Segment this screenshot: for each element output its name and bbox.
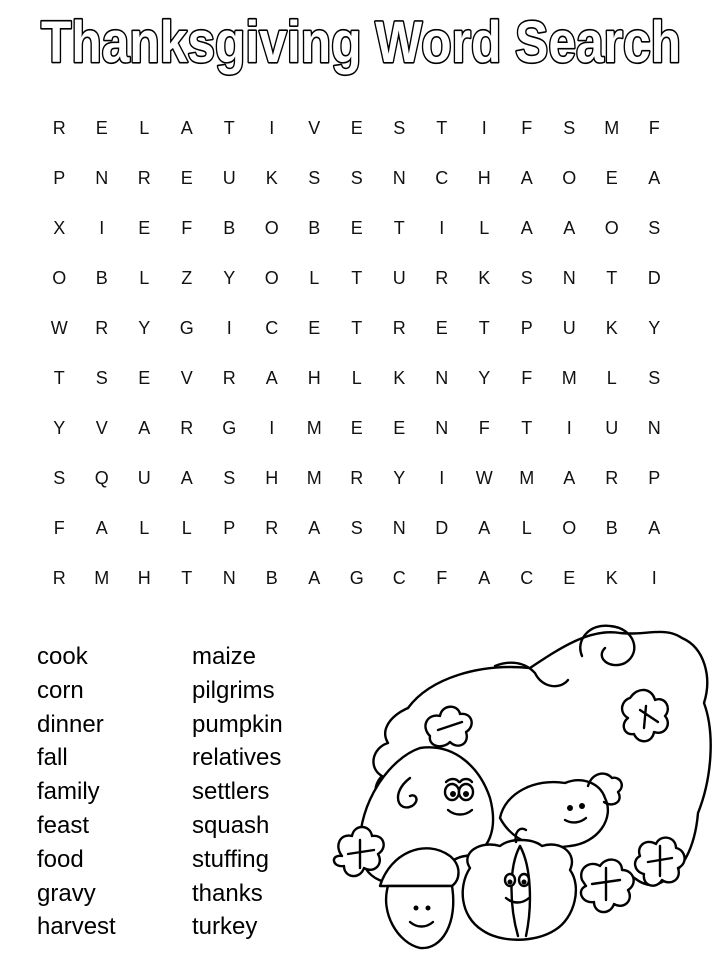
grid-letter: R xyxy=(52,117,66,138)
grid-letter: V xyxy=(180,367,193,388)
grid-letter: I xyxy=(439,467,445,488)
grid-letter: R xyxy=(265,517,279,538)
grid-letter: T xyxy=(53,367,65,388)
grid-letter: O xyxy=(604,217,619,238)
grid-letter: T xyxy=(436,117,448,138)
grid-letter: P xyxy=(53,167,66,188)
grid-letter: G xyxy=(349,567,364,588)
word-list-item: squash xyxy=(192,811,270,839)
grid-letter: G xyxy=(179,317,194,338)
grid-letter: S xyxy=(223,467,236,488)
grid-letter: L xyxy=(139,267,150,288)
grid-letter: R xyxy=(392,317,406,338)
grid-letter: K xyxy=(605,567,618,588)
grid-letter: K xyxy=(265,167,278,188)
grid-letter: Q xyxy=(94,467,109,488)
grid-letter: K xyxy=(605,317,618,338)
grid-letter: Y xyxy=(223,267,236,288)
grid-letter: L xyxy=(351,367,362,388)
grid-letter: O xyxy=(52,267,67,288)
word-list-item: turkey xyxy=(192,913,258,941)
word-list-item: corn xyxy=(37,676,84,704)
grid-letter: A xyxy=(520,217,533,238)
grid-letter: E xyxy=(180,167,193,188)
word-list-left xyxy=(37,640,116,944)
word-list-item: pilgrims xyxy=(192,676,275,704)
grid-letter: S xyxy=(53,467,66,488)
grid-row xyxy=(38,503,676,553)
word-list-item: feast xyxy=(37,811,90,839)
grid-letter: E xyxy=(393,417,406,438)
grid-letter: N xyxy=(222,567,236,588)
grid-letter: U xyxy=(137,467,151,488)
grid-letter: M xyxy=(306,417,322,438)
grid-letter: U xyxy=(392,267,406,288)
grid-letter: F xyxy=(53,517,65,538)
grid-row xyxy=(38,253,676,303)
grid-letter: U xyxy=(222,167,236,188)
grid-letter: R xyxy=(95,317,109,338)
grid-letter: I xyxy=(566,417,572,438)
grid-letter: S xyxy=(648,367,661,388)
grid-letter: H xyxy=(137,567,151,588)
grid-letter: R xyxy=(222,367,236,388)
grid-letter: I xyxy=(99,217,105,238)
grid-row xyxy=(38,103,676,153)
word-list-item: dinner xyxy=(37,710,104,738)
grid-letter: C xyxy=(520,567,534,588)
grid-letter: M xyxy=(306,467,322,488)
grid-letter: E xyxy=(350,217,363,238)
grid-letter: O xyxy=(264,267,279,288)
grid-letter: S xyxy=(648,217,661,238)
grid-letter: U xyxy=(605,417,619,438)
word-list-right xyxy=(192,640,283,944)
grid-row xyxy=(38,153,676,203)
grid-letter: C xyxy=(392,567,406,588)
grid-letter: R xyxy=(350,467,364,488)
grid-row xyxy=(38,203,676,253)
grid-letter: W xyxy=(475,467,493,488)
grid-letter: S xyxy=(350,167,363,188)
grid-letter: R xyxy=(52,567,66,588)
word-list-item: family xyxy=(37,778,100,806)
grid-letter: E xyxy=(435,317,448,338)
grid-letter: T xyxy=(393,217,405,238)
grid-row xyxy=(38,553,676,603)
grid-letter: R xyxy=(605,467,619,488)
grid-letter: A xyxy=(138,417,151,438)
grid-letter: E xyxy=(138,367,151,388)
grid-letter: I xyxy=(269,117,275,138)
grid-letter: R xyxy=(137,167,151,188)
grid-letter: B xyxy=(95,267,108,288)
grid-letter: S xyxy=(393,117,406,138)
grid-letter: G xyxy=(222,417,237,438)
grid-letter: V xyxy=(95,417,108,438)
grid-letter: F xyxy=(521,367,533,388)
grid-letter: Y xyxy=(648,317,661,338)
grid-letter: F xyxy=(521,117,533,138)
grid-letter: T xyxy=(521,417,533,438)
grid-letter: F xyxy=(478,417,490,438)
grid-letter: P xyxy=(520,317,533,338)
grid-letter: U xyxy=(562,317,576,338)
grid-letter: T xyxy=(606,267,618,288)
word-list-item: pumpkin xyxy=(192,710,283,738)
grid-letter: C xyxy=(435,167,449,188)
grid-letter: D xyxy=(435,517,449,538)
grid-letter: P xyxy=(223,517,236,538)
grid-letter: A xyxy=(648,517,661,538)
grid-letter: L xyxy=(521,517,532,538)
grid-letter: E xyxy=(605,167,618,188)
grid-letter: A xyxy=(520,167,533,188)
grid-letter: B xyxy=(223,217,236,238)
grid-letter: N xyxy=(647,417,661,438)
grid-letter: E xyxy=(308,317,321,338)
grid-letter: A xyxy=(563,217,576,238)
grid-letter: M xyxy=(604,117,620,138)
grid-letter: T xyxy=(181,567,193,588)
grid-letter: N xyxy=(95,167,109,188)
grid-letter: M xyxy=(561,367,577,388)
word-list-item: food xyxy=(37,845,84,873)
word-list-item: fall xyxy=(37,744,68,772)
grid-letter: L xyxy=(606,367,617,388)
grid-letter: Y xyxy=(478,367,491,388)
grid-letter: A xyxy=(478,567,491,588)
grid-letter: A xyxy=(478,517,491,538)
grid-letter: T xyxy=(478,317,490,338)
grid-letter: T xyxy=(223,117,235,138)
grid-row xyxy=(38,353,676,403)
grid-letter: I xyxy=(269,417,275,438)
grid-letter: A xyxy=(180,467,193,488)
word-list-item: cook xyxy=(37,643,88,670)
grid-letter: R xyxy=(435,267,449,288)
grid-letter: S xyxy=(308,167,321,188)
grid-letter: L xyxy=(181,517,192,538)
grid-letter: E xyxy=(138,217,151,238)
grid-letter: S xyxy=(95,367,108,388)
grid-letter: O xyxy=(562,517,577,538)
grid-letter: N xyxy=(392,167,406,188)
letter-grid xyxy=(38,103,676,603)
grid-letter: T xyxy=(351,267,363,288)
grid-row xyxy=(38,303,676,353)
grid-letter: K xyxy=(393,367,406,388)
grid-letter: F xyxy=(181,217,193,238)
word-list-item: settlers xyxy=(192,778,270,806)
grid-letter: E xyxy=(350,417,363,438)
grid-letter: D xyxy=(647,267,661,288)
grid-row xyxy=(38,403,676,453)
grid-letter: E xyxy=(350,117,363,138)
grid-letter: M xyxy=(94,567,110,588)
grid-letter: A xyxy=(180,117,193,138)
grid-letter: B xyxy=(605,517,618,538)
word-list-item: relatives xyxy=(192,744,282,772)
word-list-item: thanks xyxy=(192,879,263,907)
grid-letter: N xyxy=(392,517,406,538)
grid-letter: W xyxy=(50,317,68,338)
grid-letter: X xyxy=(53,217,66,238)
grid-letter: A xyxy=(563,467,576,488)
grid-letter: N xyxy=(562,267,576,288)
grid-letter: F xyxy=(436,567,448,588)
grid-letter: B xyxy=(308,217,321,238)
grid-letter: A xyxy=(308,517,321,538)
grid-letter: S xyxy=(563,117,576,138)
word-list-item: maize xyxy=(192,643,257,670)
grid-letter: S xyxy=(350,517,363,538)
word-list-item: harvest xyxy=(37,913,116,941)
grid-letter: H xyxy=(477,167,491,188)
grid-letter: Y xyxy=(53,417,66,438)
grid-letter: Y xyxy=(393,467,406,488)
grid-letter: I xyxy=(226,317,232,338)
grid-letter: L xyxy=(479,217,490,238)
grid-letter: Y xyxy=(138,317,151,338)
grid-letter: N xyxy=(435,367,449,388)
page-title xyxy=(0,0,718,80)
grid-letter: V xyxy=(308,117,321,138)
grid-letter: H xyxy=(265,467,279,488)
grid-letter: A xyxy=(308,567,321,588)
grid-letter: F xyxy=(648,117,660,138)
grid-letter: P xyxy=(648,467,661,488)
word-list-item: gravy xyxy=(37,879,96,907)
grid-letter: A xyxy=(95,517,108,538)
grid-letter: A xyxy=(648,167,661,188)
grid-letter: N xyxy=(435,417,449,438)
grid-letter: R xyxy=(180,417,194,438)
grid-letter: B xyxy=(265,567,278,588)
grid-letter: I xyxy=(481,117,487,138)
grid-letter: A xyxy=(265,367,278,388)
grid-letter: Z xyxy=(181,267,193,288)
grid-letter: T xyxy=(351,317,363,338)
page-title-text: Thanksgiving Word Search xyxy=(41,10,681,75)
grid-letter: K xyxy=(478,267,491,288)
grid-letter: L xyxy=(309,267,320,288)
grid-letter: O xyxy=(264,217,279,238)
grid-letter: L xyxy=(139,517,150,538)
grid-letter: O xyxy=(562,167,577,188)
grid-letter: E xyxy=(95,117,108,138)
word-list-item: stuffing xyxy=(192,845,269,873)
grid-letter: S xyxy=(520,267,533,288)
grid-row xyxy=(38,453,676,503)
grid-letter: I xyxy=(651,567,657,588)
grid-letter: C xyxy=(265,317,279,338)
grid-letter: L xyxy=(139,117,150,138)
grid-letter: I xyxy=(439,217,445,238)
cornucopia-icon xyxy=(320,618,718,957)
grid-letter: M xyxy=(519,467,535,488)
grid-letter: H xyxy=(307,367,321,388)
grid-letter: E xyxy=(563,567,576,588)
